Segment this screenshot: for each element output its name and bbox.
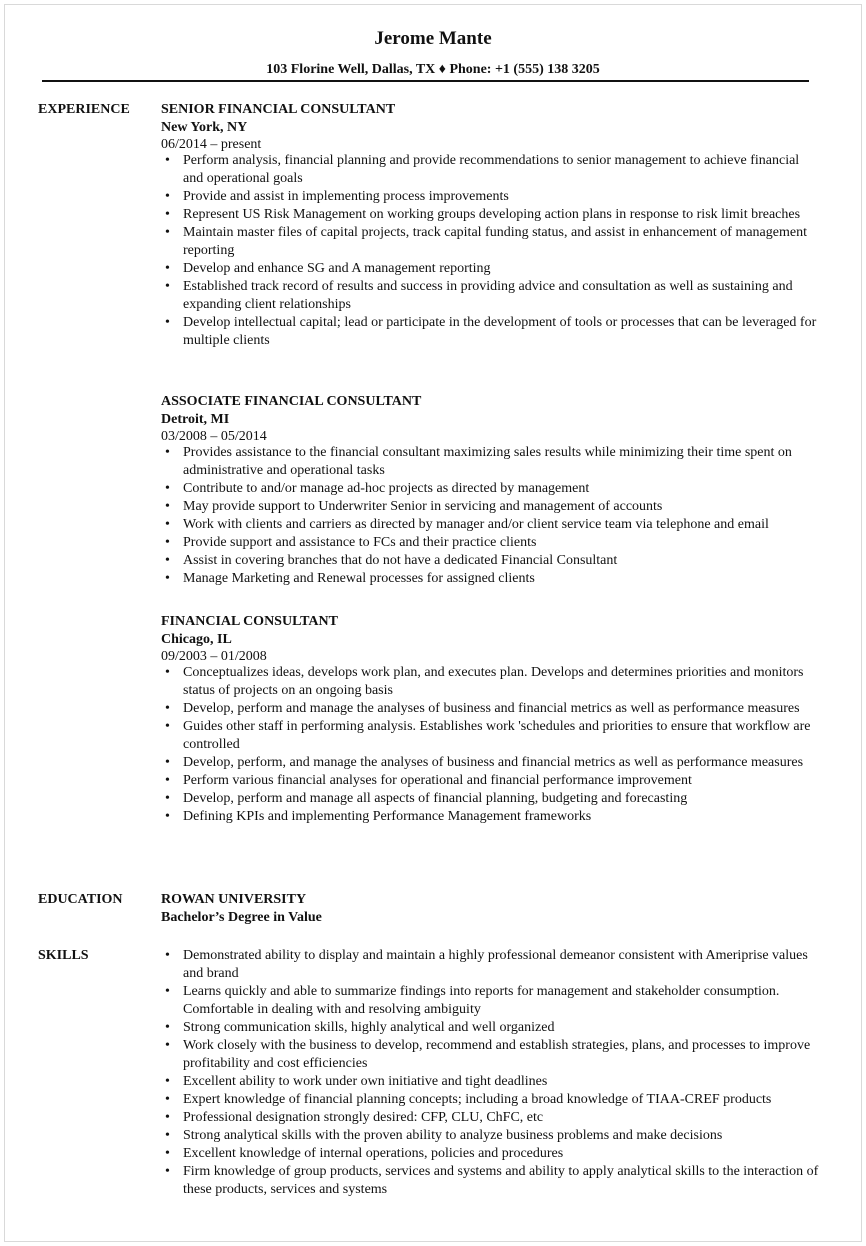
list-item: • Conceptualizes ideas, develops work plan, and executes plan. Develops and determines priorities and monitors status of projects on an ongoing basis — [161, 664, 821, 700]
job-title: SENIOR FINANCIAL CONSULTANT — [161, 102, 396, 117]
list-item: • Strong analytical skills with the proven ability to analyze business problems and make decisions — [161, 1127, 821, 1145]
list-item: • Develop, perform, and manage the analyses of business and financial metrics as well as performance measures — [161, 754, 821, 772]
list-item: • Learns quickly and able to summarize findings into reports for management and stakeholder consumption. Comfortable in dealing with and resolving ambiguity — [161, 983, 821, 1019]
job-entry — [161, 101, 821, 350]
job-title: FINANCIAL CONSULTANT — [161, 614, 338, 629]
list-item: • Perform analysis, financial planning and provide recommendations to senior management to achieve financial and operational goals — [161, 152, 821, 188]
job-entry — [161, 393, 821, 588]
section-label-experience: EXPERIENCE — [38, 102, 130, 117]
list-item: • Develop and enhance SG and A management reporting — [161, 260, 821, 278]
school-name: ROWAN UNIVERSITY — [161, 892, 307, 907]
job-title: ASSOCIATE FINANCIAL CONSULTANT — [161, 394, 422, 409]
list-item: • Work with clients and carriers as directed by manager and/or client service team via telephone and email — [161, 516, 821, 534]
list-item: • Develop, perform and manage all aspects of financial planning, budgeting and forecasting — [161, 790, 821, 808]
job-dates: 03/2008 – 05/2014 — [161, 429, 267, 444]
list-item: • Strong communication skills, highly analytical and well organized — [161, 1019, 821, 1037]
section-label-education: EDUCATION — [38, 892, 123, 907]
list-item: • Professional designation strongly desired: CFP, CLU, ChFC, etc — [161, 1109, 821, 1127]
skills-bullets — [161, 947, 821, 1199]
list-item: • Manage Marketing and Renewal processes for assigned clients — [161, 570, 821, 588]
job-bullets — [161, 664, 821, 826]
list-item: • Contribute to and/or manage ad-hoc projects as directed by management — [161, 480, 821, 498]
job-entry — [161, 613, 821, 826]
header-divider — [42, 80, 809, 82]
list-item: • Excellent knowledge of internal operations, policies and procedures — [161, 1145, 821, 1163]
job-bullets — [161, 444, 821, 588]
list-item: • Maintain master files of capital projects, track capital funding status, and assist in enhancement of management reporting — [161, 224, 821, 260]
job-location: Chicago, IL — [161, 632, 232, 647]
job-location: Detroit, MI — [161, 412, 230, 427]
job-bullets — [161, 152, 821, 350]
list-item: • Perform various financial analyses for operational and financial performance improvement — [161, 772, 821, 790]
degree: Bachelor’s Degree in Value — [161, 910, 322, 925]
list-item: • Develop intellectual capital; lead or participate in the development of tools or processes that can be leveraged for multiple clients — [161, 314, 821, 350]
contact-line: 103 Florine Well, Dallas, TX ♦ Phone: +1 (555) 138 3205 — [266, 62, 600, 77]
list-item: • Demonstrated ability to display and maintain a highly professional demeanor consistent with Ameriprise values and brand — [161, 947, 821, 983]
education-entry — [161, 891, 821, 927]
list-item: • Expert knowledge of financial planning concepts; including a broad knowledge of TIAA-CREF products — [161, 1091, 821, 1109]
job-dates: 09/2003 – 01/2008 — [161, 649, 267, 664]
list-item: • Provide support and assistance to FCs and their practice clients — [161, 534, 821, 552]
list-item: • Provides assistance to the financial consultant maximizing sales results while minimizing their time spent on administrative and operational tasks — [161, 444, 821, 480]
list-item: • Guides other staff in performing analysis. Establishes work 'schedules and priorities to ensure that workflow are controlled — [161, 718, 821, 754]
list-item: • Assist in covering branches that do not have a dedicated Financial Consultant — [161, 552, 821, 570]
list-item: • Firm knowledge of group products, services and systems and ability to apply analytical skills to the interaction of these products, services and systems — [161, 1163, 821, 1199]
list-item: • Excellent ability to work under own initiative and tight deadlines — [161, 1073, 821, 1091]
list-item: • Represent US Risk Management on working groups developing action plans in response to risk limit breaches — [161, 206, 821, 224]
list-item: • Provide and assist in implementing process improvements — [161, 188, 821, 206]
section-label-skills: SKILLS — [38, 948, 89, 963]
list-item: • Established track record of results and success in providing advice and consultation as well as sustaining and expanding client relationships — [161, 278, 821, 314]
list-item: • May provide support to Underwriter Senior in servicing and management of accounts — [161, 498, 821, 516]
job-dates: 06/2014 – present — [161, 137, 262, 152]
list-item: • Defining KPIs and implementing Performance Management frameworks — [161, 808, 821, 826]
job-location: New York, NY — [161, 120, 248, 135]
list-item: • Work closely with the business to develop, recommend and establish strategies, plans, and processes to improve profitability and cost efficiencies — [161, 1037, 821, 1073]
list-item: • Develop, perform and manage the analyses of business and financial metrics as well as performance measures — [161, 700, 821, 718]
candidate-name: Jerome Mante — [374, 28, 492, 49]
skills-entry — [161, 947, 821, 1199]
